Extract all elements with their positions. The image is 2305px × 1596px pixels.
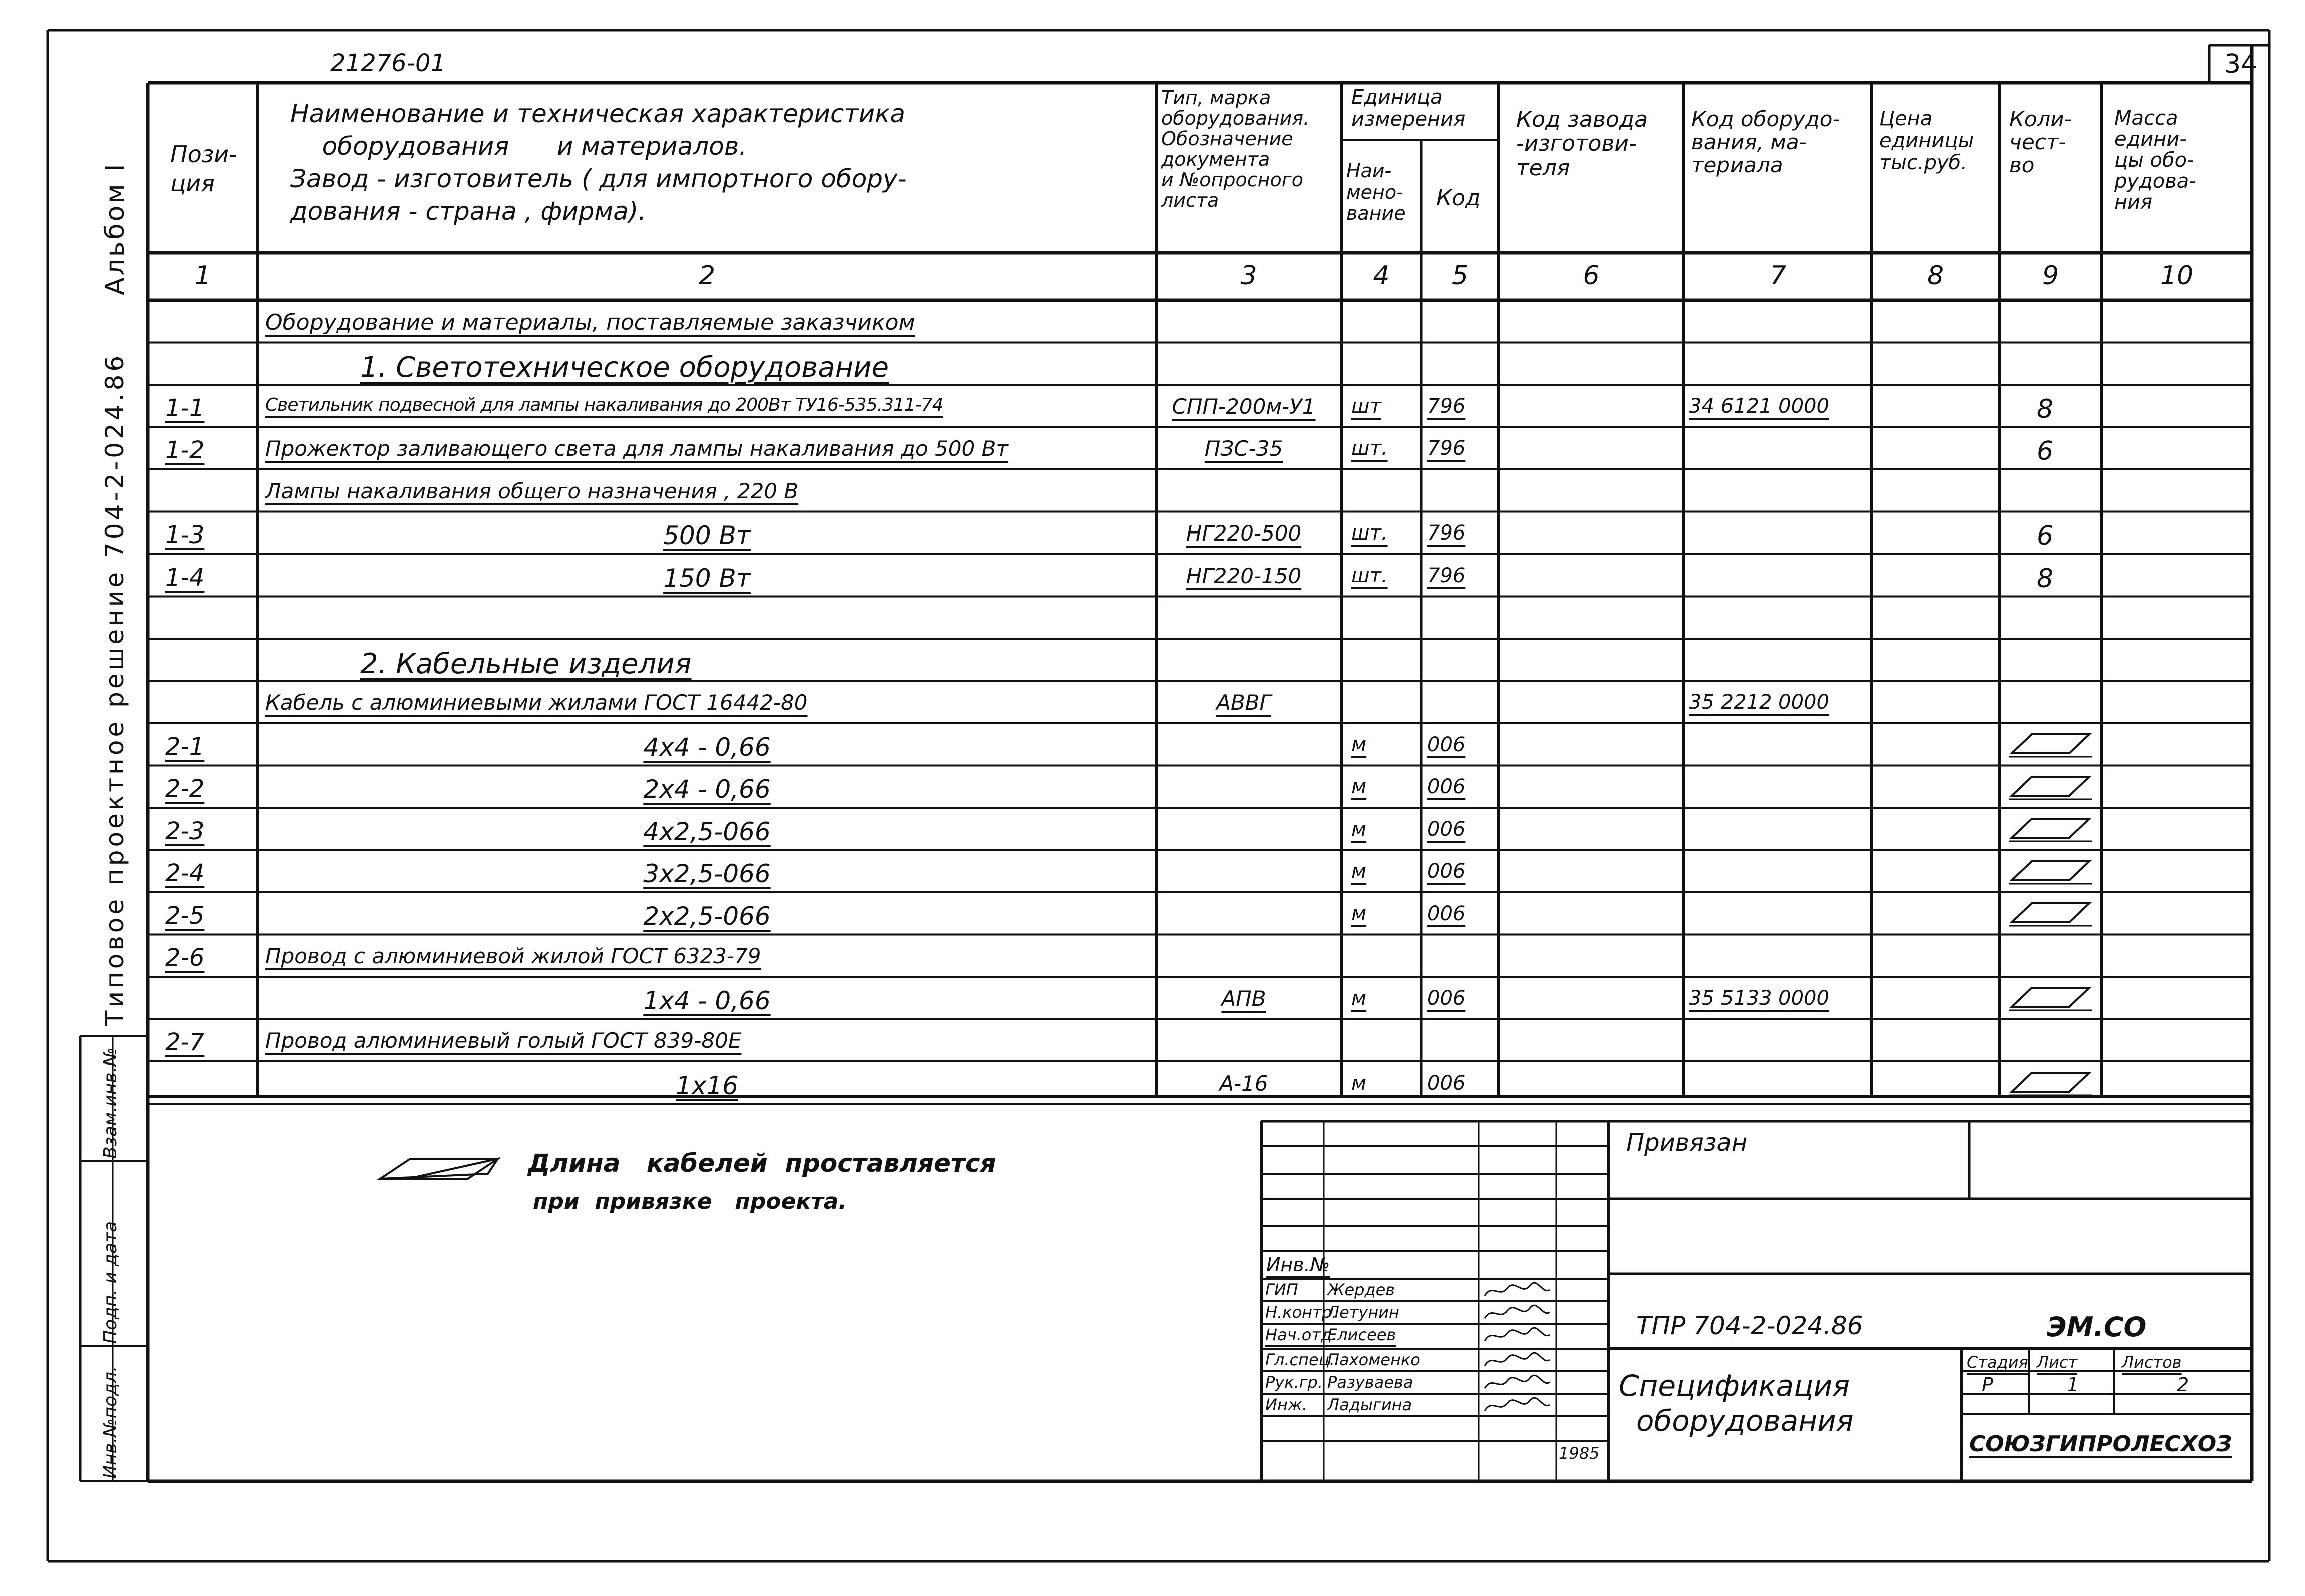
role-title: Н.контр. <box>1265 1303 1337 1322</box>
row-name: Провод с алюминиевой жилой ГОСТ 6323-79 <box>265 944 761 968</box>
row-type: СПП-200м-У1 <box>1172 394 1316 419</box>
header-position: Пози- ция <box>170 141 237 197</box>
signature-icon <box>1482 1396 1552 1416</box>
row-type: АВВГ <box>1216 690 1271 715</box>
row-unit: м <box>1351 986 1367 1010</box>
signatory-name: Летунин <box>1327 1303 1399 1322</box>
row-position: 1-3 <box>165 521 205 549</box>
row-name: 150 Вт <box>663 563 751 593</box>
row-quantity: 8 <box>2037 394 2054 424</box>
sheet-number: 34 <box>2224 49 2258 79</box>
length-placeholder-icon <box>2004 983 2094 1013</box>
sheets-value: 2 <box>2177 1374 2189 1396</box>
column-number: 9 <box>2042 261 2059 291</box>
sheet-value: 1 <box>2067 1374 2079 1396</box>
header-mass: Масса едини- цы обо- рудова- ния <box>2114 107 2196 214</box>
row-name: 4х4 - 0,66 <box>643 732 771 762</box>
column-number: 6 <box>1583 261 1600 291</box>
row-quantity: 6 <box>2037 521 2054 551</box>
note-line-1: Длина кабелей проставляется <box>528 1149 996 1178</box>
column-number: 4 <box>1373 261 1390 291</box>
length-placeholder-icon <box>2004 729 2094 759</box>
row-unit: м <box>1351 1071 1367 1095</box>
stage-value: Р <box>1982 1374 1993 1396</box>
row-position: 2-1 <box>165 732 205 761</box>
header-plant-code: Код завода -изготови- теля <box>1516 107 1648 181</box>
document-code: ТПР 704-2-024.86 <box>1636 1311 1863 1340</box>
row-position: 1-2 <box>165 436 205 464</box>
header-name: Наименование и техническая характеристика оборудования и материалов. Завод - изготовитель ( для импортного обору- дования - страна , фирма). <box>290 99 907 226</box>
row-type: НГ220-500 <box>1186 521 1302 546</box>
row-unit-code: 006 <box>1427 860 1466 883</box>
row-name: 1х4 - 0,66 <box>643 986 771 1015</box>
row-unit: м <box>1351 733 1367 756</box>
stamp-sign-label: Подп. и дата <box>100 1221 121 1344</box>
signature-icon <box>1482 1373 1552 1393</box>
length-placeholder-icon <box>2004 1068 2094 1098</box>
row-name: Провод алюминиевый голый ГОСТ 839-80Е <box>265 1028 742 1053</box>
header-unit-code: Код <box>1436 185 1481 211</box>
row-heading: 2. Кабельные изделия <box>360 647 692 680</box>
row-name: 500 Вт <box>663 521 751 550</box>
role-title: Гл.спец. <box>1265 1350 1335 1369</box>
row-unit-code: 006 <box>1427 733 1466 756</box>
row-unit: шт <box>1351 394 1381 418</box>
row-position: 1-1 <box>165 394 205 422</box>
row-position: 1-4 <box>165 563 205 592</box>
header-quantity: Коли- чест- во <box>2009 107 2072 178</box>
row-heading: 1. Светотехническое оборудование <box>360 351 889 384</box>
document-mark: ЭМ.СО <box>2047 1311 2147 1343</box>
header-price: Цена единицы тыс.руб. <box>1879 107 1974 174</box>
signature-icon <box>1482 1281 1552 1301</box>
role-title: Нач.отд. <box>1265 1325 1337 1344</box>
row-equipment-code: 34 6121 0000 <box>1689 394 1829 418</box>
column-number: 2 <box>698 261 716 291</box>
header-equipment-code: Код оборудо- вания, ма- териала <box>1691 107 1840 178</box>
row-unit-code: 006 <box>1427 986 1466 1010</box>
document-title-1: Спецификация <box>1619 1369 1850 1403</box>
row-unit-code: 006 <box>1427 775 1466 798</box>
signatory-name: Разуваева <box>1327 1373 1413 1392</box>
signature-icon <box>1482 1326 1552 1346</box>
row-type: НГ220-150 <box>1186 563 1302 588</box>
header-type: Тип, марка оборудования. Обозначение документа и №опросного листа <box>1161 87 1310 212</box>
row-unit: шт. <box>1351 437 1388 460</box>
row-name: 4х2,5-066 <box>643 817 771 846</box>
row-type: АПВ <box>1221 986 1266 1011</box>
role-title: ГИП <box>1265 1280 1298 1299</box>
row-name: 2х2,5-066 <box>643 901 771 931</box>
length-placeholder-icon <box>2004 898 2094 928</box>
column-number: 1 <box>194 261 211 291</box>
row-type: ПЗС-35 <box>1204 436 1283 461</box>
row-position: 2-3 <box>165 817 205 845</box>
row-unit-code: 796 <box>1427 437 1466 460</box>
note-line-2: при привязке проекта. <box>533 1189 847 1214</box>
document-title-2: оборудования <box>1636 1404 1854 1438</box>
length-placeholder-icon <box>2004 856 2094 886</box>
sheet-label: Лист <box>2037 1353 2078 1372</box>
row-unit: м <box>1351 817 1367 841</box>
row-unit-code: 006 <box>1427 817 1466 841</box>
header-unit-name: Наи- мено- вание <box>1346 160 1406 225</box>
row-position: 2-2 <box>165 775 205 803</box>
column-number: 3 <box>1240 261 1257 291</box>
row-unit: м <box>1351 860 1367 883</box>
row-unit: м <box>1351 902 1367 925</box>
privyazan-label: Привязан <box>1626 1129 1748 1157</box>
length-placeholder-icon <box>2004 772 2094 802</box>
role-title: Инж. <box>1265 1395 1307 1414</box>
decision-label: Типовое проектное решение 704-2-024.86 <box>100 352 129 1026</box>
row-section: Оборудование и материалы, поставляемые заказчиком <box>265 309 915 335</box>
album-label: Альбом I <box>100 162 130 295</box>
row-unit-code: 796 <box>1427 521 1466 545</box>
row-quantity: 8 <box>2037 563 2054 594</box>
row-name: Кабель с алюминиевыми жилами ГОСТ 16442-80 <box>265 690 808 715</box>
year: 1985 <box>1559 1444 1600 1463</box>
header-unit: Единица измерения <box>1351 86 1466 131</box>
row-name: 2х4 - 0,66 <box>643 775 771 804</box>
column-number: 7 <box>1769 261 1787 291</box>
signatory-name: Пахоменко <box>1327 1350 1420 1369</box>
row-name: 3х2,5-066 <box>643 859 771 888</box>
row-position: 2-4 <box>165 859 205 887</box>
row-type: А-16 <box>1219 1071 1268 1096</box>
sheets-label: Листов <box>2122 1353 2182 1372</box>
row-unit: шт. <box>1351 564 1388 587</box>
row-name: Прожектор заливающего света для лампы накаливания до 500 Вт <box>265 436 1008 461</box>
row-position: 2-6 <box>165 944 205 972</box>
row-unit: шт. <box>1351 521 1388 545</box>
column-number: 5 <box>1451 261 1469 291</box>
signatory-name: Ладыгина <box>1327 1395 1412 1414</box>
drawing-code: 21276-01 <box>330 49 446 77</box>
stage-label: Стадия <box>1967 1353 2028 1372</box>
row-equipment-code: 35 5133 0000 <box>1689 986 1829 1010</box>
row-unit-code: 006 <box>1427 1071 1466 1095</box>
stamp-inv-label: Инв.№подл. <box>100 1366 121 1479</box>
signature-icon <box>1482 1351 1552 1371</box>
column-number: 10 <box>2160 261 2194 291</box>
row-quantity: 6 <box>2037 436 2054 466</box>
row-unit-code: 006 <box>1427 902 1466 925</box>
signatory-name: Елисеев <box>1327 1325 1396 1344</box>
row-unit-code: 796 <box>1427 564 1466 587</box>
signatory-name: Жердев <box>1327 1280 1395 1299</box>
organization: СОЮЗГИПРОЛЕСХОЗ <box>1969 1431 2232 1457</box>
length-placeholder-icon <box>2004 814 2094 844</box>
signature-icon <box>1482 1303 1552 1323</box>
row-unit-code: 796 <box>1427 394 1466 418</box>
row-unit: м <box>1351 775 1367 798</box>
row-equipment-code: 35 2212 0000 <box>1689 691 1829 714</box>
stamp-replace-label: Взам.инв.№ <box>100 1047 121 1159</box>
row-name: Лампы накаливания общего назначения , 220 В <box>265 478 799 503</box>
role-title: Рук.гр. <box>1265 1373 1323 1392</box>
row-position: 2-5 <box>165 901 205 930</box>
row-name: 1х16 <box>675 1071 739 1100</box>
column-number: 8 <box>1927 261 1944 291</box>
row-name: Светильник подвесной для лампы накаливания до 200Вт ТУ16-535.311-74 <box>265 394 943 415</box>
row-position: 2-7 <box>165 1028 205 1056</box>
inv-label: Инв.№ <box>1266 1254 1330 1276</box>
